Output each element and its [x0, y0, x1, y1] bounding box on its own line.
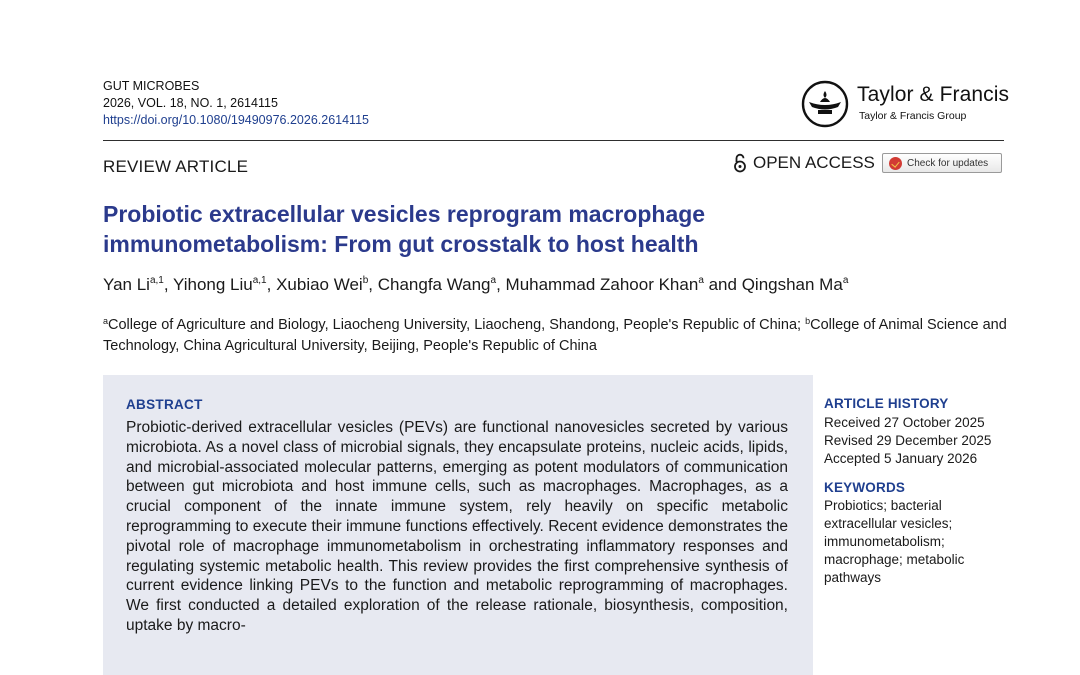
author-affiliation-marker: a,1 — [252, 275, 267, 286]
author-affiliation-marker: a — [698, 275, 704, 286]
affiliation-marker: a — [103, 316, 109, 326]
accepted-date: Accepted 5 January 2026 — [824, 451, 978, 466]
check-updates-label: Check for updates — [907, 157, 989, 169]
author-name[interactable]: Yihong Liu — [173, 275, 253, 294]
publisher-name: Taylor & Francis — [857, 83, 1010, 106]
revised-date: Revised 29 December 2025 — [824, 433, 992, 448]
author-separator: , — [368, 275, 378, 294]
publisher-group: Taylor & Francis Group — [859, 110, 967, 122]
author-affiliation-marker: a,1 — [149, 275, 164, 286]
article-history-heading: ARTICLE HISTORY — [824, 396, 949, 411]
crossmark-icon — [889, 157, 902, 170]
author-separator: , — [496, 275, 506, 294]
journal-name: GUT MICROBES — [103, 79, 200, 93]
author-name[interactable]: Muhammad Zahoor Khan — [505, 275, 699, 294]
journal-info — [103, 78, 369, 129]
received-date: Received 27 October 2025 — [824, 415, 985, 430]
open-access-badge — [733, 153, 875, 173]
author-name[interactable]: Changfa Wang — [377, 275, 491, 294]
lamp-logo-icon — [801, 80, 849, 128]
affiliation-text: College of Agriculture and Biology, Liaocheng University, Liaocheng, Shandong, People's Republic of China; — [108, 317, 806, 333]
check-updates-button[interactable] — [882, 153, 1002, 173]
article-title: Probiotic extracellular vesicles reprogram macrophage immunometabolism: From gut crosstalk to host health — [103, 201, 706, 257]
header-divider — [103, 140, 1004, 141]
affiliation-text: College of Animal Science and Technology, China Agricultural University, Beijing, People's Republic of China — [103, 317, 1007, 354]
author-affiliation-marker: a — [842, 275, 849, 286]
author-name[interactable]: Qingshan Ma — [741, 275, 843, 294]
author-name[interactable]: Yan Li — [103, 275, 150, 294]
article-type: REVIEW ARTICLE — [103, 157, 249, 176]
author-affiliation-marker: a — [490, 275, 497, 286]
abstract-heading: ABSTRACT — [126, 397, 203, 412]
author-list — [103, 275, 848, 295]
affiliations — [103, 315, 1008, 357]
keywords-text: Probiotics; bacterial extracellular vesicles; immunometabolism; macrophage; metabolic pathways — [824, 498, 965, 585]
author-affiliation-marker: b — [362, 275, 369, 286]
author-separator: and — [703, 275, 742, 294]
abstract-text: Probiotic-derived extracellular vesicles (PEVs) are functional nanovesicles secreted by various microbiota. As a novel class of microbial signals, they encapsulate proteins, nucleic acids, lipids, and microbial-associated molecular patterns, emerging as potent modulators of communication between gut microbiota and host immune cells, such as macrophages. Macrophages, as a crucial component of the innate immune system, rely heavily on specific metabolic reprogramming to execute their immune functions effectively. Recent evidence demonstrates the pivotal role of macrophage immunometabolism in orchestrating inflammatory responses and regulating systemic metabolic health. This review provides the first comprehensive synthesis of current evidence linking PEVs to the function and metabolic reprogramming of macrophages. We first conducted a detailed exploration of the release rationale, biosynthesis, composition, uptake by macro- — [126, 419, 788, 634]
open-lock-icon — [733, 153, 747, 173]
article-history — [824, 414, 991, 468]
affiliation-marker: b — [805, 316, 811, 326]
author-name[interactable]: Xubiao Wei — [276, 275, 363, 294]
author-separator: , — [266, 275, 277, 294]
doi-link[interactable]: https://doi.org/10.1080/19490976.2026.2614115 — [103, 113, 369, 127]
journal-volume: 2026, VOL. 18, NO. 1, 2614115 — [103, 96, 278, 110]
open-access-label: OPEN ACCESS — [753, 153, 875, 172]
author-separator: , — [163, 275, 173, 294]
keywords-heading: KEYWORDS — [824, 480, 906, 495]
